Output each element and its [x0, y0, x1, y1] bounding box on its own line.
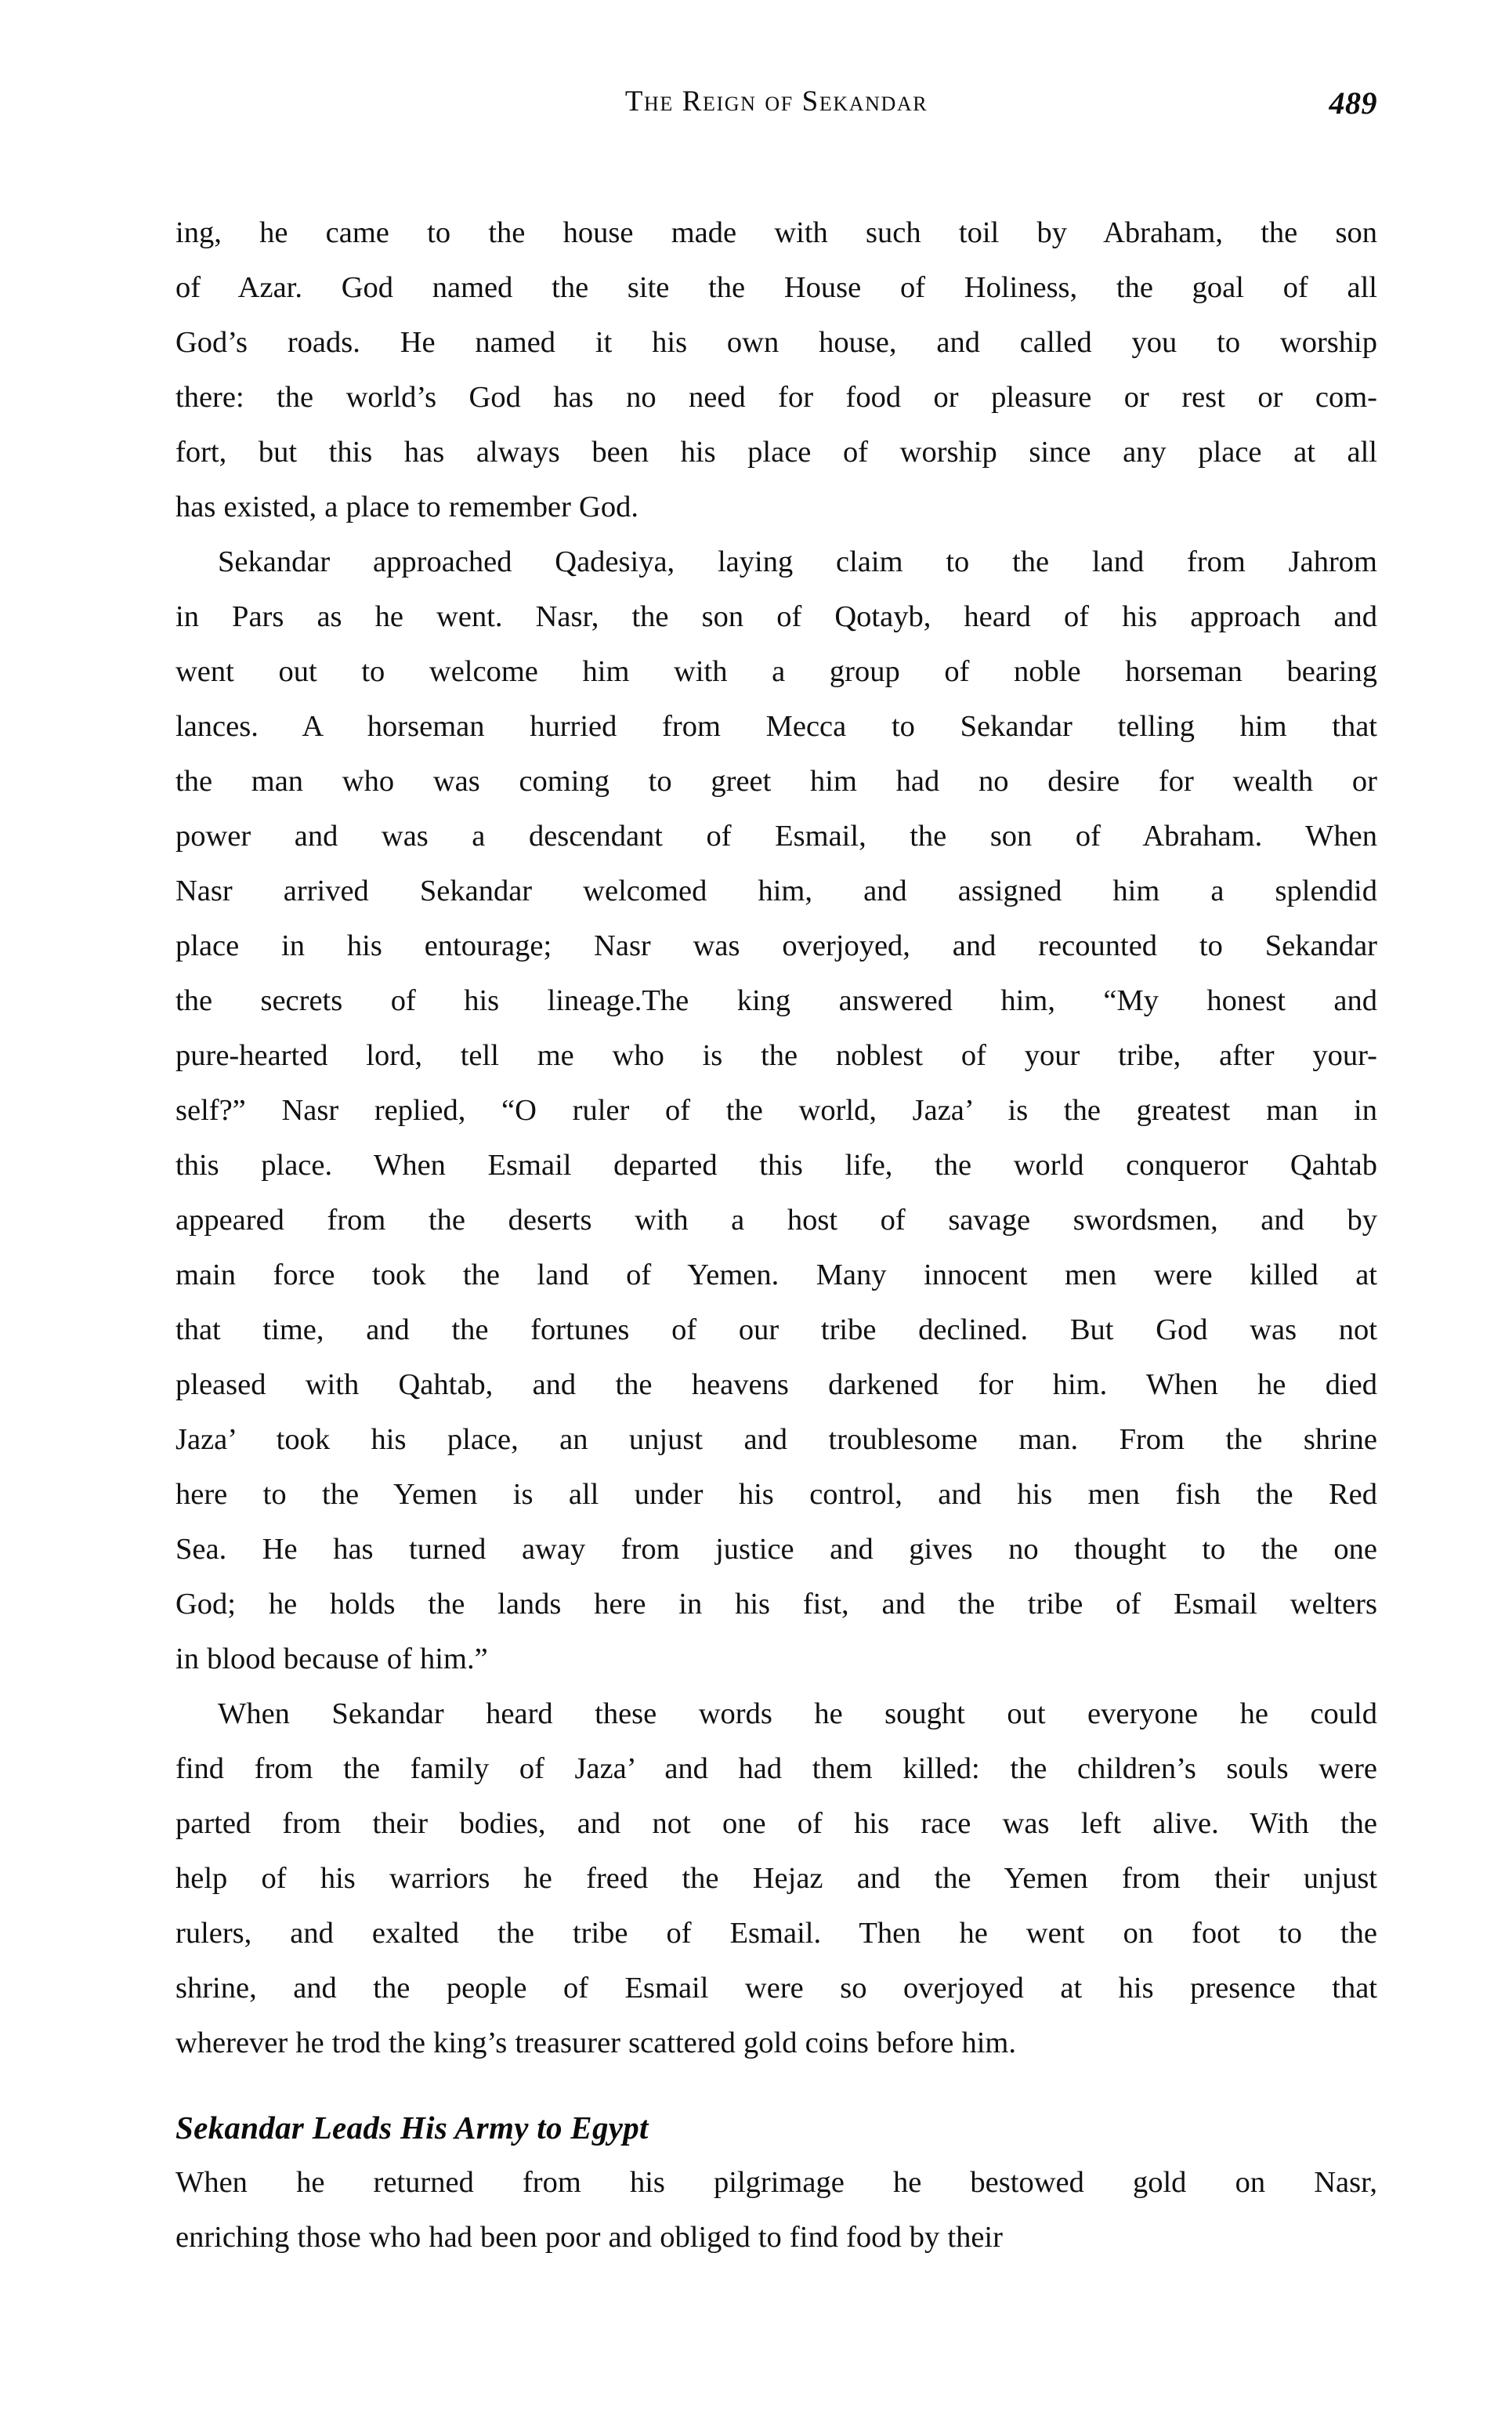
text-line: here to the Yemen is all under his control, and his men fish the Red: [175, 1478, 1377, 1511]
paragraph: [175, 1686, 1377, 2070]
text-line: When Sekandar heard these words he sought out everyone he could: [218, 1697, 1377, 1730]
text-line: power and was a descendant of Esmail, the son of Abraham. When: [175, 820, 1377, 853]
section-heading: Sekandar Leads His Army to Egypt: [175, 2110, 649, 2146]
text-line: help of his warriors he freed the Hejaz and the Yemen from their unjust: [175, 1862, 1377, 1895]
text-line: the man who was coming to greet him had no desire for wealth or: [175, 765, 1377, 798]
text-line: shrine, and the people of Esmail were so overjoyed at his presence that: [175, 1972, 1377, 2005]
text-line: fort, but this has always been his place of worship since any place at all: [175, 436, 1377, 469]
text-line: enriching those who had been poor and obliged to find food by their: [175, 2221, 1003, 2254]
running-head-title: The Reign of Sekandar: [624, 85, 928, 118]
page-number: 489: [1329, 85, 1377, 121]
text-line: Nasr arrived Sekandar welcomed him, and assigned him a splendid: [175, 875, 1377, 907]
text-line: rulers, and exalted the tribe of Esmail. Then he went on foot to the: [175, 1917, 1377, 1950]
text-line: appeared from the deserts with a host of savage swordsmen, and by: [175, 1204, 1377, 1237]
text-line: lances. A horseman hurried from Mecca to Sekandar telling him that: [175, 710, 1377, 743]
text-line: parted from their bodies, and not one of his race was left alive. With the: [175, 1807, 1377, 1840]
paragraph: [175, 534, 1377, 1686]
text-line: went out to welcome him with a group of noble horseman bearing: [175, 655, 1377, 688]
text-line: in blood because of him.”: [175, 1642, 488, 1675]
text-line: Jaza’ took his place, an unjust and troublesome man. From the shrine: [175, 1423, 1377, 1456]
text-line: place in his entourage; Nasr was overjoyed, and recounted to Sekandar: [175, 929, 1377, 962]
text-line: God’s roads. He named it his own house, and called you to worship: [175, 326, 1377, 359]
text-line: main force took the land of Yemen. Many innocent men were killed at: [175, 1259, 1377, 1291]
text-line: God; he holds the lands here in his fist, and the tribe of Esmail welters: [175, 1588, 1377, 1621]
text-line: that time, and the fortunes of our tribe declined. But God was not: [175, 1313, 1377, 1346]
text-line: in Pars as he went. Nasr, the son of Qotayb, heard of his approach and: [175, 600, 1377, 633]
text-line: ing, he came to the house made with such toil by Abraham, the son: [175, 216, 1377, 249]
text-line: Sekandar approached Qadesiya, laying claim to the land from Jahrom: [218, 545, 1377, 578]
text-line: pure-hearted lord, tell me who is the noblest of your tribe, after your-: [175, 1039, 1377, 1072]
paragraph: [175, 205, 1377, 534]
text-line: wherever he trod the king’s treasurer scattered gold coins before him.: [175, 2026, 1016, 2059]
text-line: self?” Nasr replied, “O ruler of the world, Jaza’ is the greatest man in: [175, 1094, 1377, 1127]
text-line: the secrets of his lineage.The king answered him, “My honest and: [175, 984, 1377, 1017]
body-text-block: [175, 205, 1377, 2265]
text-line: of Azar. God named the site the House of Holiness, the goal of all: [175, 271, 1377, 304]
text-line: there: the world’s God has no need for food or pleasure or rest or com-: [175, 381, 1377, 414]
text-line: this place. When Esmail departed this life, the world conqueror Qahtab: [175, 1149, 1377, 1182]
text-line: pleased with Qahtab, and the heavens darkened for him. When he died: [175, 1368, 1377, 1401]
running-head: [175, 85, 1377, 132]
paragraph: [175, 2155, 1377, 2265]
text-line: has existed, a place to remember God.: [175, 491, 638, 523]
text-line: When he returned from his pilgrimage he bestowed gold on Nasr,: [175, 2166, 1377, 2199]
text-line: Sea. He has turned away from justice and gives no thought to the one: [175, 1533, 1377, 1566]
text-line: find from the family of Jaza’ and had them killed: the children’s souls were: [175, 1752, 1377, 1785]
